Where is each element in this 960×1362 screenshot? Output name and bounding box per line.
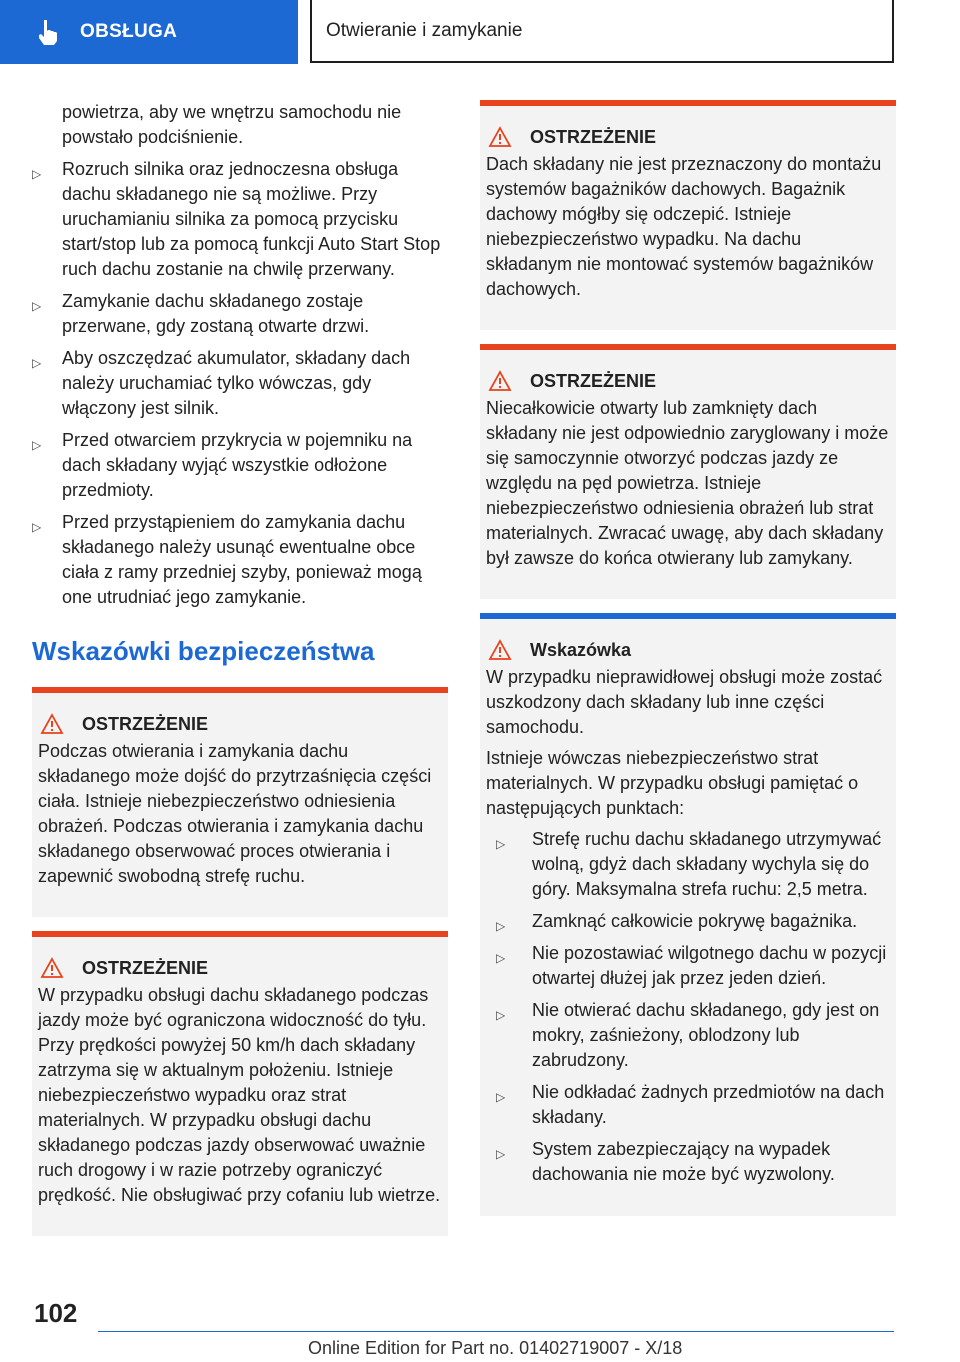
triangle-bullet-icon: ▷ [32,520,42,534]
warning-box [32,687,448,917]
list-item: ▷ Nie odkładać żadnych przedmiotów na dach składany. [496,1082,885,1127]
edition-text: Online Edition for Part no. 01402719007 - X/18 [308,1338,683,1358]
warning-triangle-icon [488,126,512,148]
list-item: ▷ System zabezpieczający na wypadek dachowania nie może być wyzwolony. [496,1139,835,1184]
warning-triangle-icon [40,713,64,735]
warning-title: OSTRZEŻENIE [530,370,657,391]
warning-title: OSTRZEŻENIE [82,713,209,734]
warning-header [486,126,890,148]
warning-triangle-icon [40,957,64,979]
warning-text: Niecałkowicie otwarty lub zamknięty dach składany nie jest odpowiednio zaryglowany i może się samoczynnie otworzyć podczas jazdy ze względu na pęd powietrza. Istnieje niebezpieczeństwo odniesienia obrażeń lub strat materialnych. Zwracać uwagę, aby dach składany był zawsze do końca otwierany lub zamykany. [486,398,889,568]
list-item: ▷ Nie otwierać dachu składanego, gdy jest on mokry, zaśnieżony, oblodzony lub zabrudzony. [496,1000,880,1070]
warning-text: W przypadku obsługi dachu składanego podczas jazdy może być ograniczona widoczność do tyłu. Przy prędkości powyżej 50 km/h dach składany zatrzyma się w aktualnym położeniu. Istnieje niebezpieczeństwo wypadku oraz strat materialnych. W przypadku obsługi dachu składanego podczas jazdy obserwować uważnie ruch drogowy i w razie potrzeby ograniczyć prędkość. Nie obsługiwać przy cofaniu lub wietrze. [38,985,441,1205]
list-item: ▷ Zamknąć całkowicie pokrywę bagażnika. [496,909,890,934]
warning-triangle-icon [488,370,512,392]
triangle-bullet-icon: ▷ [496,1008,506,1022]
warning-text: Podczas otwierania i zamykania dachu składanego może dojść do przytrzaśnięcia części ciała. Istnieje niebezpieczeństwo odniesienia obrażeń. Podczas otwierania i zamykania dachu składanego obserwować proces otwierania i zapewnić swobodną strefę ruchu. [38,741,432,886]
note-title: Wskazówka [530,639,632,660]
triangle-bullet-icon: ▷ [496,837,506,851]
triangle-bullet-icon: ▷ [32,356,42,370]
list-item: ▷ Zamykanie dachu składanego zostaje przerwane, gdy zostaną otwarte drzwi. [32,291,370,336]
note-box [480,613,896,1216]
triangle-bullet-icon: ▷ [496,919,506,933]
triangle-bullet-icon: ▷ [496,1090,506,1104]
warning-text: Dach składany nie jest przeznaczony do montażu systemów bagażników dachowych. Bagażnik dachowy mógłby się odczepić. Istnieje niebezpieczeństwo wypadku. Na dachu składanym nie montować systemów bagażników dachowych. [486,154,882,299]
list-item: ▷ Aby oszczędzać akumulator, składany dach należy uruchamiać tylko wówczas, gdy włączony jest silnik. [32,348,411,418]
triangle-bullet-icon: ▷ [496,951,506,965]
note-text: Istnieje wówczas niebezpieczeństwo strat materialnych. W przypadku obsługi pamiętać o następujących punktach: [486,748,859,818]
list-item: ▷ Rozruch silnika oraz jednoczesna obsługa dachu składanego nie są możliwe. Przy uruchamianiu silnika za pomocą przycisku start/stop lub za pomocą funkcji Auto Start Stop ruch dachu zostanie na chwilę przerwany. [32,159,441,279]
warning-title: OSTRZEŻENIE [530,126,657,147]
warning-box [480,344,896,599]
page-number: 102 [34,1298,78,1328]
bullet-list [32,157,448,610]
list-item: ▷ Nie pozostawiać wilgotnego dachu w pozycji otwartej dłużej jak przez jeden dzień. [496,943,887,988]
warning-header [38,957,442,979]
triangle-bullet-icon: ▷ [32,167,42,181]
note-header [486,639,890,661]
chapter-title [310,0,894,63]
warning-box [480,100,896,330]
triangle-bullet-icon: ▷ [32,299,42,313]
chapter-title-text: Otwieranie i zamykanie [326,19,523,41]
footer-divider [98,1331,894,1332]
section-tab [0,0,298,64]
intro-continuation: powietrza, aby we wnętrzu samochodu nie powstało podciśnienie. [62,102,402,147]
warning-header [38,713,442,735]
section-heading: Wskazówki bezpieczeństwa [32,636,375,666]
section-label: OBSŁUGA [80,21,178,42]
list-item: ▷ Przed otwarciem przykrycia w pojemniku na dach składany wyjąć wszystkie odłożone przedmioty. [32,430,413,500]
note-text: W przypadku nieprawidłowej obsługi może zostać uszkodzony dach składany lub inne części samochodu. [486,667,883,737]
list-item: ▷ Strefę ruchu dachu składanego utrzymywać wolną, gdyż dach składany wychyla się do góry. Maksymalna strefa ruchu: 2,5 metra. [496,829,882,899]
list-item: ▷ Przed przystąpieniem do zamykania dachu składanego należy usunąć ewentualne obce ciała z ramy przedniej szyby, ponieważ mogą one utrudniać jego zamykanie. [32,512,422,607]
warning-header [486,370,890,392]
triangle-bullet-icon: ▷ [496,1147,506,1161]
warning-title: OSTRZEŻENIE [82,957,209,978]
left-column [32,100,448,1250]
triangle-bullet-icon: ▷ [32,438,42,452]
note-bullet-list [496,827,890,1187]
warning-triangle-icon [488,639,512,661]
hand-pointer-icon [34,18,62,46]
right-column [480,100,896,1230]
warning-box [32,931,448,1236]
